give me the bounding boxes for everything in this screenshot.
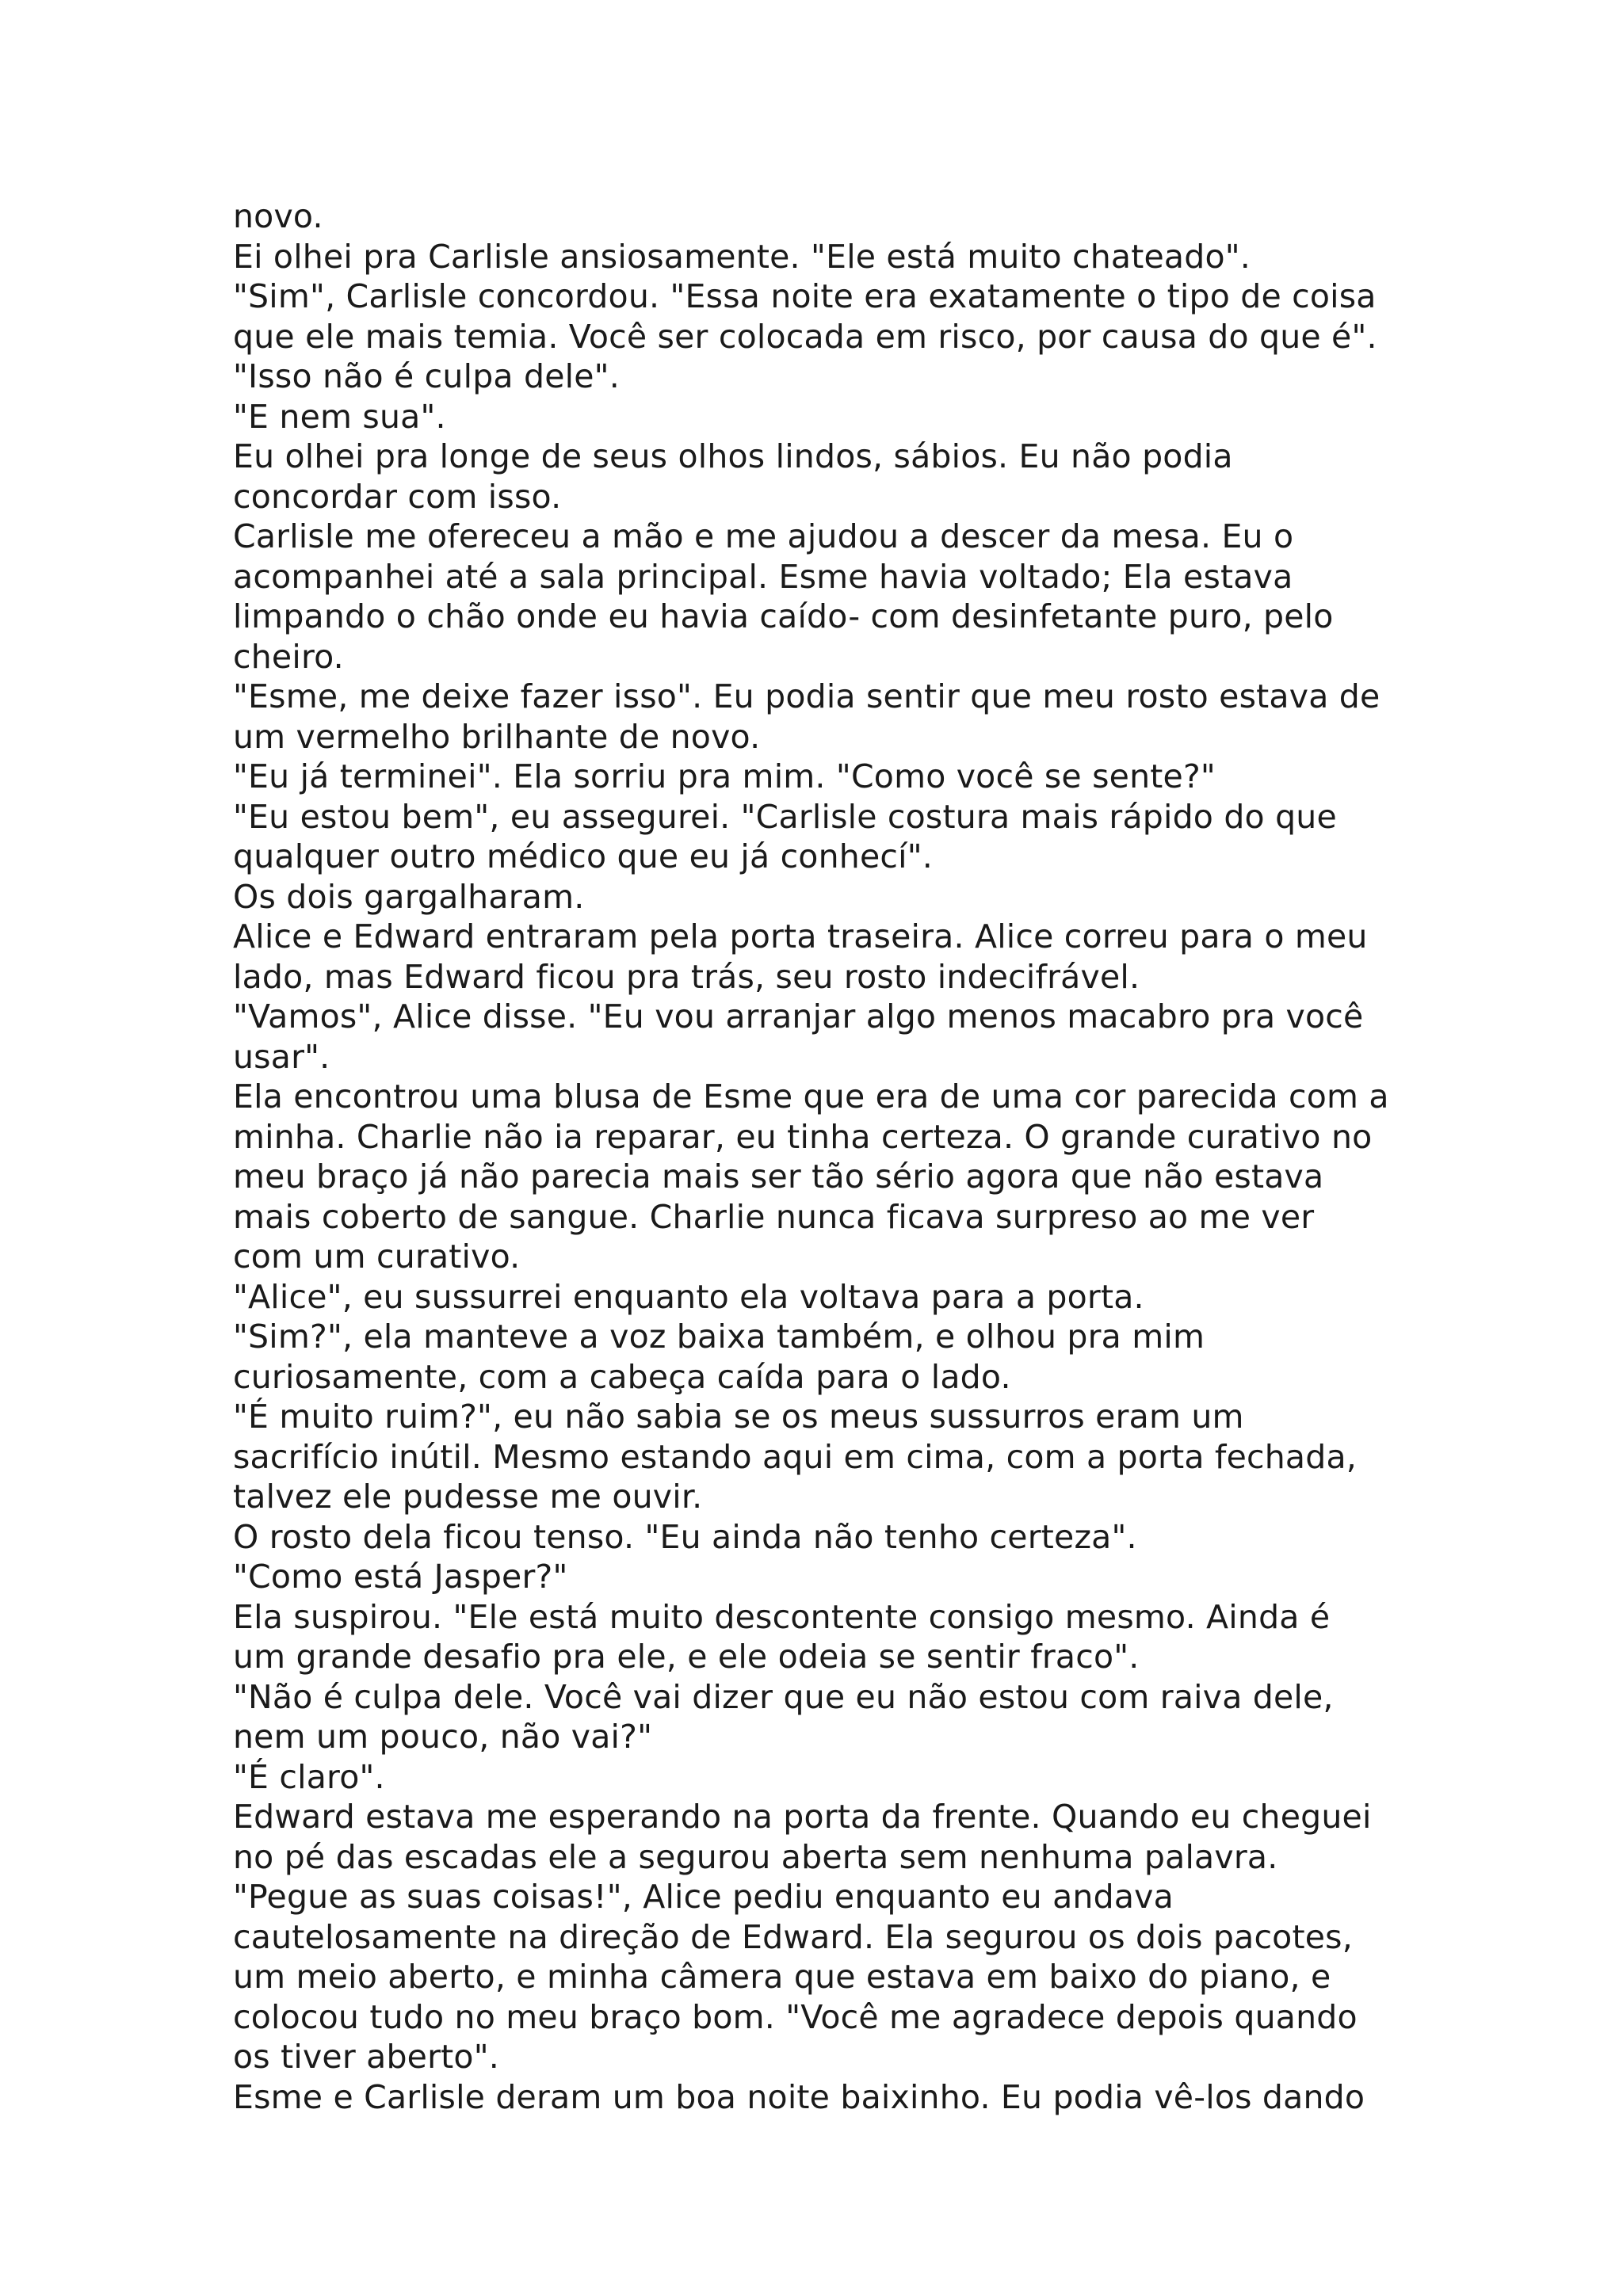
text-line: "E nem sua".: [233, 397, 446, 436]
text-line: Ela suspirou. "Ele está muito descontente consigo mesmo. Ainda é: [233, 1597, 1331, 1636]
text-line: nem um pouco, não vai?": [233, 1718, 653, 1756]
text-line: "Sim", Carlisle concordou. "Essa noite era exatamente o tipo de coisa: [233, 277, 1377, 315]
text-line: "Isso não é culpa dele".: [233, 357, 620, 395]
text-line: talvez ele pudesse me ouvir.: [233, 1478, 703, 1516]
text-line: novo.: [233, 197, 323, 235]
text-line: "Eu estou bem", eu assegurei. "Carlisle costura mais rápido do que: [233, 797, 1337, 836]
text-line: "Vamos", Alice disse. "Eu vou arranjar algo menos macabro pra você: [233, 997, 1364, 1035]
text-line: os tiver aberto".: [233, 2038, 500, 2076]
text-line: Os dois gargalharam.: [233, 877, 585, 916]
text-line: um vermelho brilhante de novo.: [233, 717, 761, 756]
text-line: meu braço já não parecia mais ser tão sério agora que não estava: [233, 1158, 1324, 1196]
text-line: "Sim?", ela manteve a voz baixa também, e olhou pra mim: [233, 1318, 1205, 1356]
text-line: Carlisle me ofereceu a mão e me ajudou a descer da mesa. Eu o: [233, 517, 1294, 555]
text-line: qualquer outro médico que eu já conhecí".: [233, 837, 934, 875]
text-line: Ei olhei pra Carlisle ansiosamente. "Ele está muito chateado".: [233, 237, 1251, 276]
text-line: sacrifício inútil. Mesmo estando aqui em cima, com a porta fechada,: [233, 1437, 1358, 1476]
text-line: Esme e Carlisle deram um boa noite baixinho. Eu podia vê-los dando: [233, 2077, 1365, 2116]
text-line: usar".: [233, 1037, 330, 1076]
text-line: Edward estava me esperando na porta da frente. Quando eu cheguei: [233, 1798, 1372, 1836]
text-line: com um curativo.: [233, 1238, 521, 1276]
text-line: "Esme, me deixe fazer isso". Eu podia sentir que meu rosto estava de: [233, 677, 1381, 715]
text-line: um grande desafio pra ele, e ele odeia se sentir fraco".: [233, 1638, 1140, 1676]
text-line: "É muito ruim?", eu não sabia se os meus sussurros eram um: [233, 1398, 1244, 1436]
text-line: colocou tudo no meu braço bom. "Você me agradece depois quando: [233, 1997, 1358, 2036]
text-line: cautelosamente na direção de Edward. Ela segurou os dois pacotes,: [233, 1917, 1353, 1956]
text-line: "É claro".: [233, 1757, 385, 1796]
body-text: [233, 196, 1596, 2117]
text-line: "Pegue as suas coisas!", Alice pediu enquanto eu andava: [233, 1878, 1174, 1916]
text-line: Alice e Edward entraram pela porta traseira. Alice correu para o meu: [233, 917, 1368, 955]
text-line: lado, mas Edward ficou pra trás, seu rosto indecifrável.: [233, 957, 1140, 996]
text-line: curiosamente, com a cabeça caída para o lado.: [233, 1357, 1011, 1396]
text-line: minha. Charlie não ia reparar, eu tinha certeza. O grande curativo no: [233, 1117, 1373, 1156]
text-line: "Alice", eu sussurrei enquanto ela voltava para a porta.: [233, 1277, 1144, 1316]
text-line: "Não é culpa dele. Você vai dizer que eu não estou com raiva dele,: [233, 1677, 1334, 1716]
text-line: Eu olhei pra longe de seus olhos lindos, sábios. Eu não podia: [233, 437, 1233, 475]
text-line: Ela encontrou uma blusa de Esme que era de uma cor parecida com a: [233, 1077, 1389, 1116]
text-line: que ele mais temia. Você ser colocada em risco, por causa do que é".: [233, 317, 1377, 356]
text-line: mais coberto de sangue. Charlie nunca ficava surpreso ao me ver: [233, 1197, 1315, 1236]
text-line: cheiro.: [233, 637, 344, 676]
text-line: no pé das escadas ele a segurou aberta sem nenhuma palavra.: [233, 1837, 1278, 1876]
text-line: concordar com isso.: [233, 477, 562, 516]
text-line: limpando o chão onde eu havia caído- com desinfetante puro, pelo: [233, 597, 1334, 635]
text-line: "Eu já terminei". Ela sorriu pra mim. "Como você se sente?": [233, 757, 1216, 795]
text-line: um meio aberto, e minha câmera que estava em baixo do piano, e: [233, 1958, 1331, 1996]
text-line: O rosto dela ficou tenso. "Eu ainda não tenho certeza".: [233, 1517, 1137, 1556]
text-line: "Como está Jasper?": [233, 1558, 568, 1596]
text-line: acompanhei até a sala principal. Esme havia voltado; Ela estava: [233, 557, 1293, 596]
